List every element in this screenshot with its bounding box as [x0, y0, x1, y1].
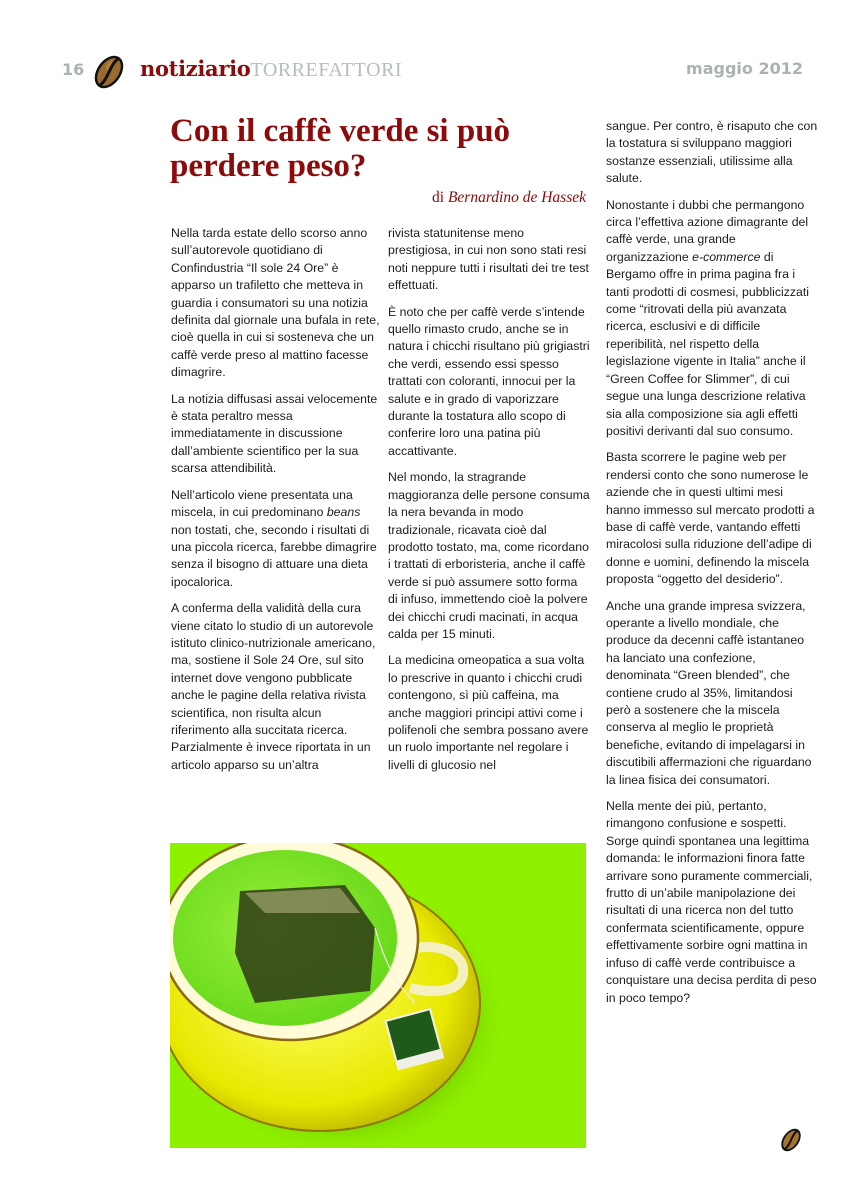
paragraph: Nel mondo, la stragrande maggioranza delle persone consuma la nera bevanda in modo tradizionale, ricavata cioè dal prodotto tostato, ma, come ricordano i trattati di erboristeria, anche il caffè verde si può assumere sotto forma di infuso, immettendo cioè la polvere dei chicchi crudi macinati, in acqua calda per 15 minuti. [388, 470, 590, 641]
paragraph: Nella tarda estate dello scorso anno sull’autorevole quotidiano di Confindustria “Il sole 24 Ore” è apparso un trafiletto che metteva in guardia i consumatori su una notizia definita dal giornale una bufala in rete, cioè quella in cui si sosteneva che un caffè verde preso al mattino facesse dimagrire. [171, 226, 380, 380]
publication-title [140, 56, 402, 82]
brand-primary: notiziario [140, 56, 251, 81]
paragraph: La medicina omeopatica a sua volta lo prescrive in quanto i chicchi crudi contengono, sì più caffeina, ma anche maggiori principi attivi come i polifenoli che sembra possano avere un ruolo importante nel regolare i livelli di glucosio nel [388, 653, 589, 772]
issue-date: maggio 2012 [686, 59, 803, 78]
text-run: non tostati, che, secondo i risultati di una piccola ricerca, farebbe dimagrire senza il bisogno di attuare una dieta ipocalorica. [171, 522, 377, 589]
article-column-2 [388, 225, 590, 783]
italic-term: beans [326, 505, 361, 520]
title-line-1: Con il caffè verde si può [170, 113, 511, 149]
article-column-3 [606, 118, 818, 1016]
author-name: Bernardino de Hassek [447, 189, 586, 206]
page-header [0, 52, 855, 92]
byline [170, 189, 586, 207]
brand-secondary: TORREFATTORI [250, 59, 403, 81]
paragraph: Anche una grande impresa svizzera, operante a livello mondiale, che produce da decenni caffè istantaneo ha lanciato una confezione, denominata “Green blended”, che contiene crudo al 35%, limitandosi però a sostenere che la miscela conserva al meglio le proprietà benefiche, evitando di impelagarsi in discutibili affermazioni che riguardano la linea fisica dei consumatori. [606, 598, 812, 787]
page-number: 16 [62, 60, 85, 79]
coffee-bean-icon [90, 52, 128, 92]
text-run: di Bergamo offre in prima pagina fra i tanti prodotti di cosmesi, pubblicizzati come “ritrovati della più avanzata ricerca, esclusivi e di difficile reperibilità, nel rispetto della legislazione vigente in Italia” anche il “Green Coffee for Slimmer”, di cui segue una lunga descrizione relativa sia alla composizione sia agli effetti positivi derivanti dal suo consumo. [606, 249, 809, 438]
article-column-1 [171, 225, 380, 783]
paragraph [606, 197, 818, 441]
paragraph: È noto che per caffè verde s’intende quello rimasto crudo, anche se in natura i chicchi risultano più grigiastri che verdi, essendo essi spesso trattati con coloranti, innocui per la salute e in grado di vaporizzare durante la tostatura allo scopo di conferire loro una patina più accattivante. [388, 304, 590, 458]
text-run: Nonostante i dubbi che permangono circa l’effettiva azione dimagrante del caffè verde, una grande organizzazione [606, 197, 809, 264]
paragraph: Nella mente dei più, pertanto, rimangono confusione e sospetti. Sorge quindi spontanea una legittima domanda: le informazioni finora fatte arrivare sono puramente commerciali, frutto di un’abile manipolazione dei risultati di una ricerca non del tutto confermata scientificamente, oppure effettivamente sorbire ogni mattina in infuso di caffè verde contribuisce a conquistare una decisa perdita di peso in poco tempo? [606, 799, 817, 1005]
title-line-2: perdere peso? [170, 148, 367, 184]
paragraph: Basta scorrere le pagine web per rendersi conto che sono numerose le aziende che in questi ultimi mesi hanno immesso sul mercato prodotti a base di caffè verde, vantando effetti miracolosi sulla riduzione dell’adipe di donne e uomini, definendo la miscela proposta “oggetto del desiderio”. [606, 450, 815, 587]
paragraph: La notizia diffusasi assai velocemente è stata peraltro messa immediatamente in discussione dall’ambiente scientifico per la sua scarsa attendibilità. [171, 391, 378, 476]
tea-cup-illustration [170, 843, 586, 1148]
paragraph: rivista statunitense meno prestigiosa, in cui non sono stati resi noti neppure tutti i risultati dei tre test effettuati. [388, 226, 589, 293]
italic-term: e-commerce [692, 249, 761, 264]
paragraph: A conferma della validità della cura viene citato lo studio di un autorevole istituto clinico-nutrizionale americano, ma, sostiene il Sole 24 Ore, sul sito internet dove vengono pubblicate anche le pagine della relativa rivista scientifica, non risulta alcun riferimento alla succitata ricerca. Parzialmente è invece riportata in un articolo apparso su un’altra [171, 601, 376, 772]
coffee-bean-icon [778, 1126, 804, 1154]
text-run: Nell’articolo viene presentata una miscela, in cui predominano [171, 487, 353, 520]
byline-prefix: di [432, 189, 445, 206]
article-title [170, 114, 590, 184]
paragraph: sangue. Per contro, è risaputo che con la tostatura si sviluppano maggiori sostanze essenziali, utilissime alla salute. [606, 119, 818, 186]
paragraph [171, 487, 380, 591]
green-tea-cup-photo [170, 843, 586, 1148]
